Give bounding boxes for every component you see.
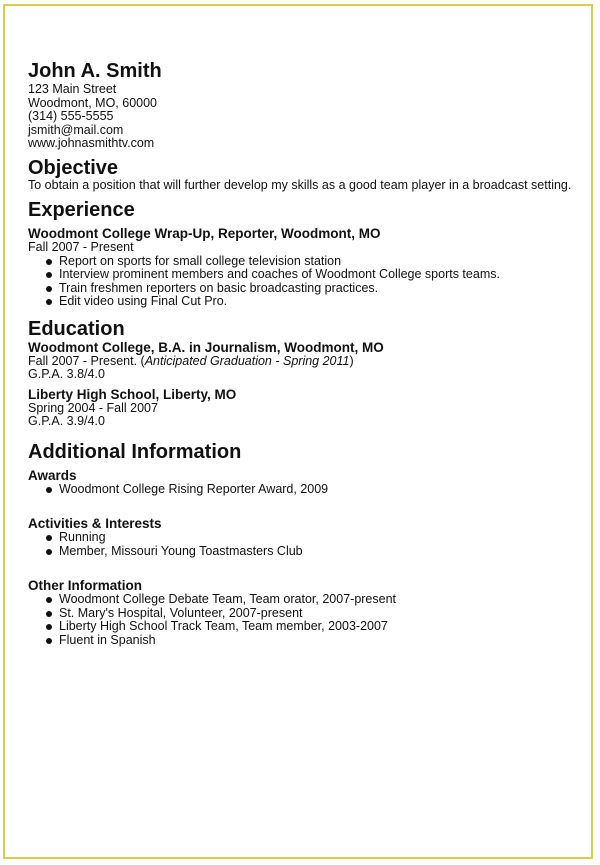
bullet-icon [46, 535, 52, 541]
additional-info-heading: Additional Information [28, 440, 242, 463]
list-item: Interview prominent members and coaches of Woodmont College sports teams. [46, 268, 588, 282]
phone-number: (314) 555-5555 [28, 109, 114, 123]
list-item: Fluent in Spanish [46, 634, 588, 648]
awards-list [28, 483, 588, 497]
bullet-icon [46, 286, 52, 292]
objective-text: To obtain a position that will further develop my skills as a good team player in a broadcast setting. [28, 177, 572, 192]
list-item: Running [46, 531, 588, 545]
resume-document [28, 60, 588, 647]
bullet-icon [46, 611, 52, 617]
school-title: Woodmont College, B.A. in Journalism, Woodmont, MO [28, 339, 384, 355]
school-dates: Spring 2004 - Fall 2007 [28, 400, 158, 415]
email-address: jsmith@mail.com [28, 122, 124, 137]
bullet-icon [46, 624, 52, 630]
school-title: Liberty High School, Liberty, MO [28, 386, 237, 402]
bullet-icon [46, 638, 52, 644]
other-info-heading: Other Information [28, 578, 142, 593]
bullet-icon [46, 272, 52, 278]
list-item: Train freshmen reporters on basic broadcasting practices. [46, 282, 588, 296]
list-item: Member, Missouri Young Toastmasters Club [46, 545, 588, 559]
list-item: Edit video using Final Cut Pro. [46, 295, 588, 309]
list-item: Woodmont College Rising Reporter Award, 2009 [46, 483, 588, 497]
other-info-list [28, 593, 588, 647]
address-line-1: 123 Main Street [28, 82, 117, 96]
list-item: Report on sports for small college television station [46, 255, 588, 269]
experience-heading: Experience [28, 199, 135, 221]
bullet-icon [46, 487, 52, 493]
activities-heading: Activities & Interests [28, 516, 162, 531]
experience-bullet-list [28, 255, 588, 309]
list-item: Liberty High School Track Team, Team member, 2003-2007 [46, 620, 588, 634]
address-line-2: Woodmont, MO, 60000 [28, 95, 158, 110]
bullet-icon [46, 549, 52, 555]
awards-heading: Awards [28, 467, 77, 483]
education-heading: Education [28, 317, 125, 340]
list-item: St. Mary's Hospital, Volunteer, 2007-present [46, 607, 588, 621]
list-item: Woodmont College Debate Team, Team orator, 2007-present [46, 593, 588, 607]
activities-list [28, 531, 588, 558]
objective-heading: Objective [28, 156, 119, 179]
bullet-icon [46, 597, 52, 603]
resume-name: John A. Smith [28, 60, 162, 82]
bullet-icon [46, 259, 52, 265]
job-title: Woodmont College Wrap-Up, Reporter, Woodmont, MO [28, 226, 381, 241]
website-url: www.johnasmithtv.com [28, 136, 155, 150]
school-dates: Fall 2007 - Present. (Anticipated Graduation - Spring 2011) [28, 353, 354, 368]
bullet-icon [46, 299, 52, 305]
school-gpa: G.P.A. 3.9/4.0 [28, 414, 105, 428]
job-dates: Fall 2007 - Present [28, 240, 134, 254]
school-gpa: G.P.A. 3.8/4.0 [28, 367, 105, 381]
